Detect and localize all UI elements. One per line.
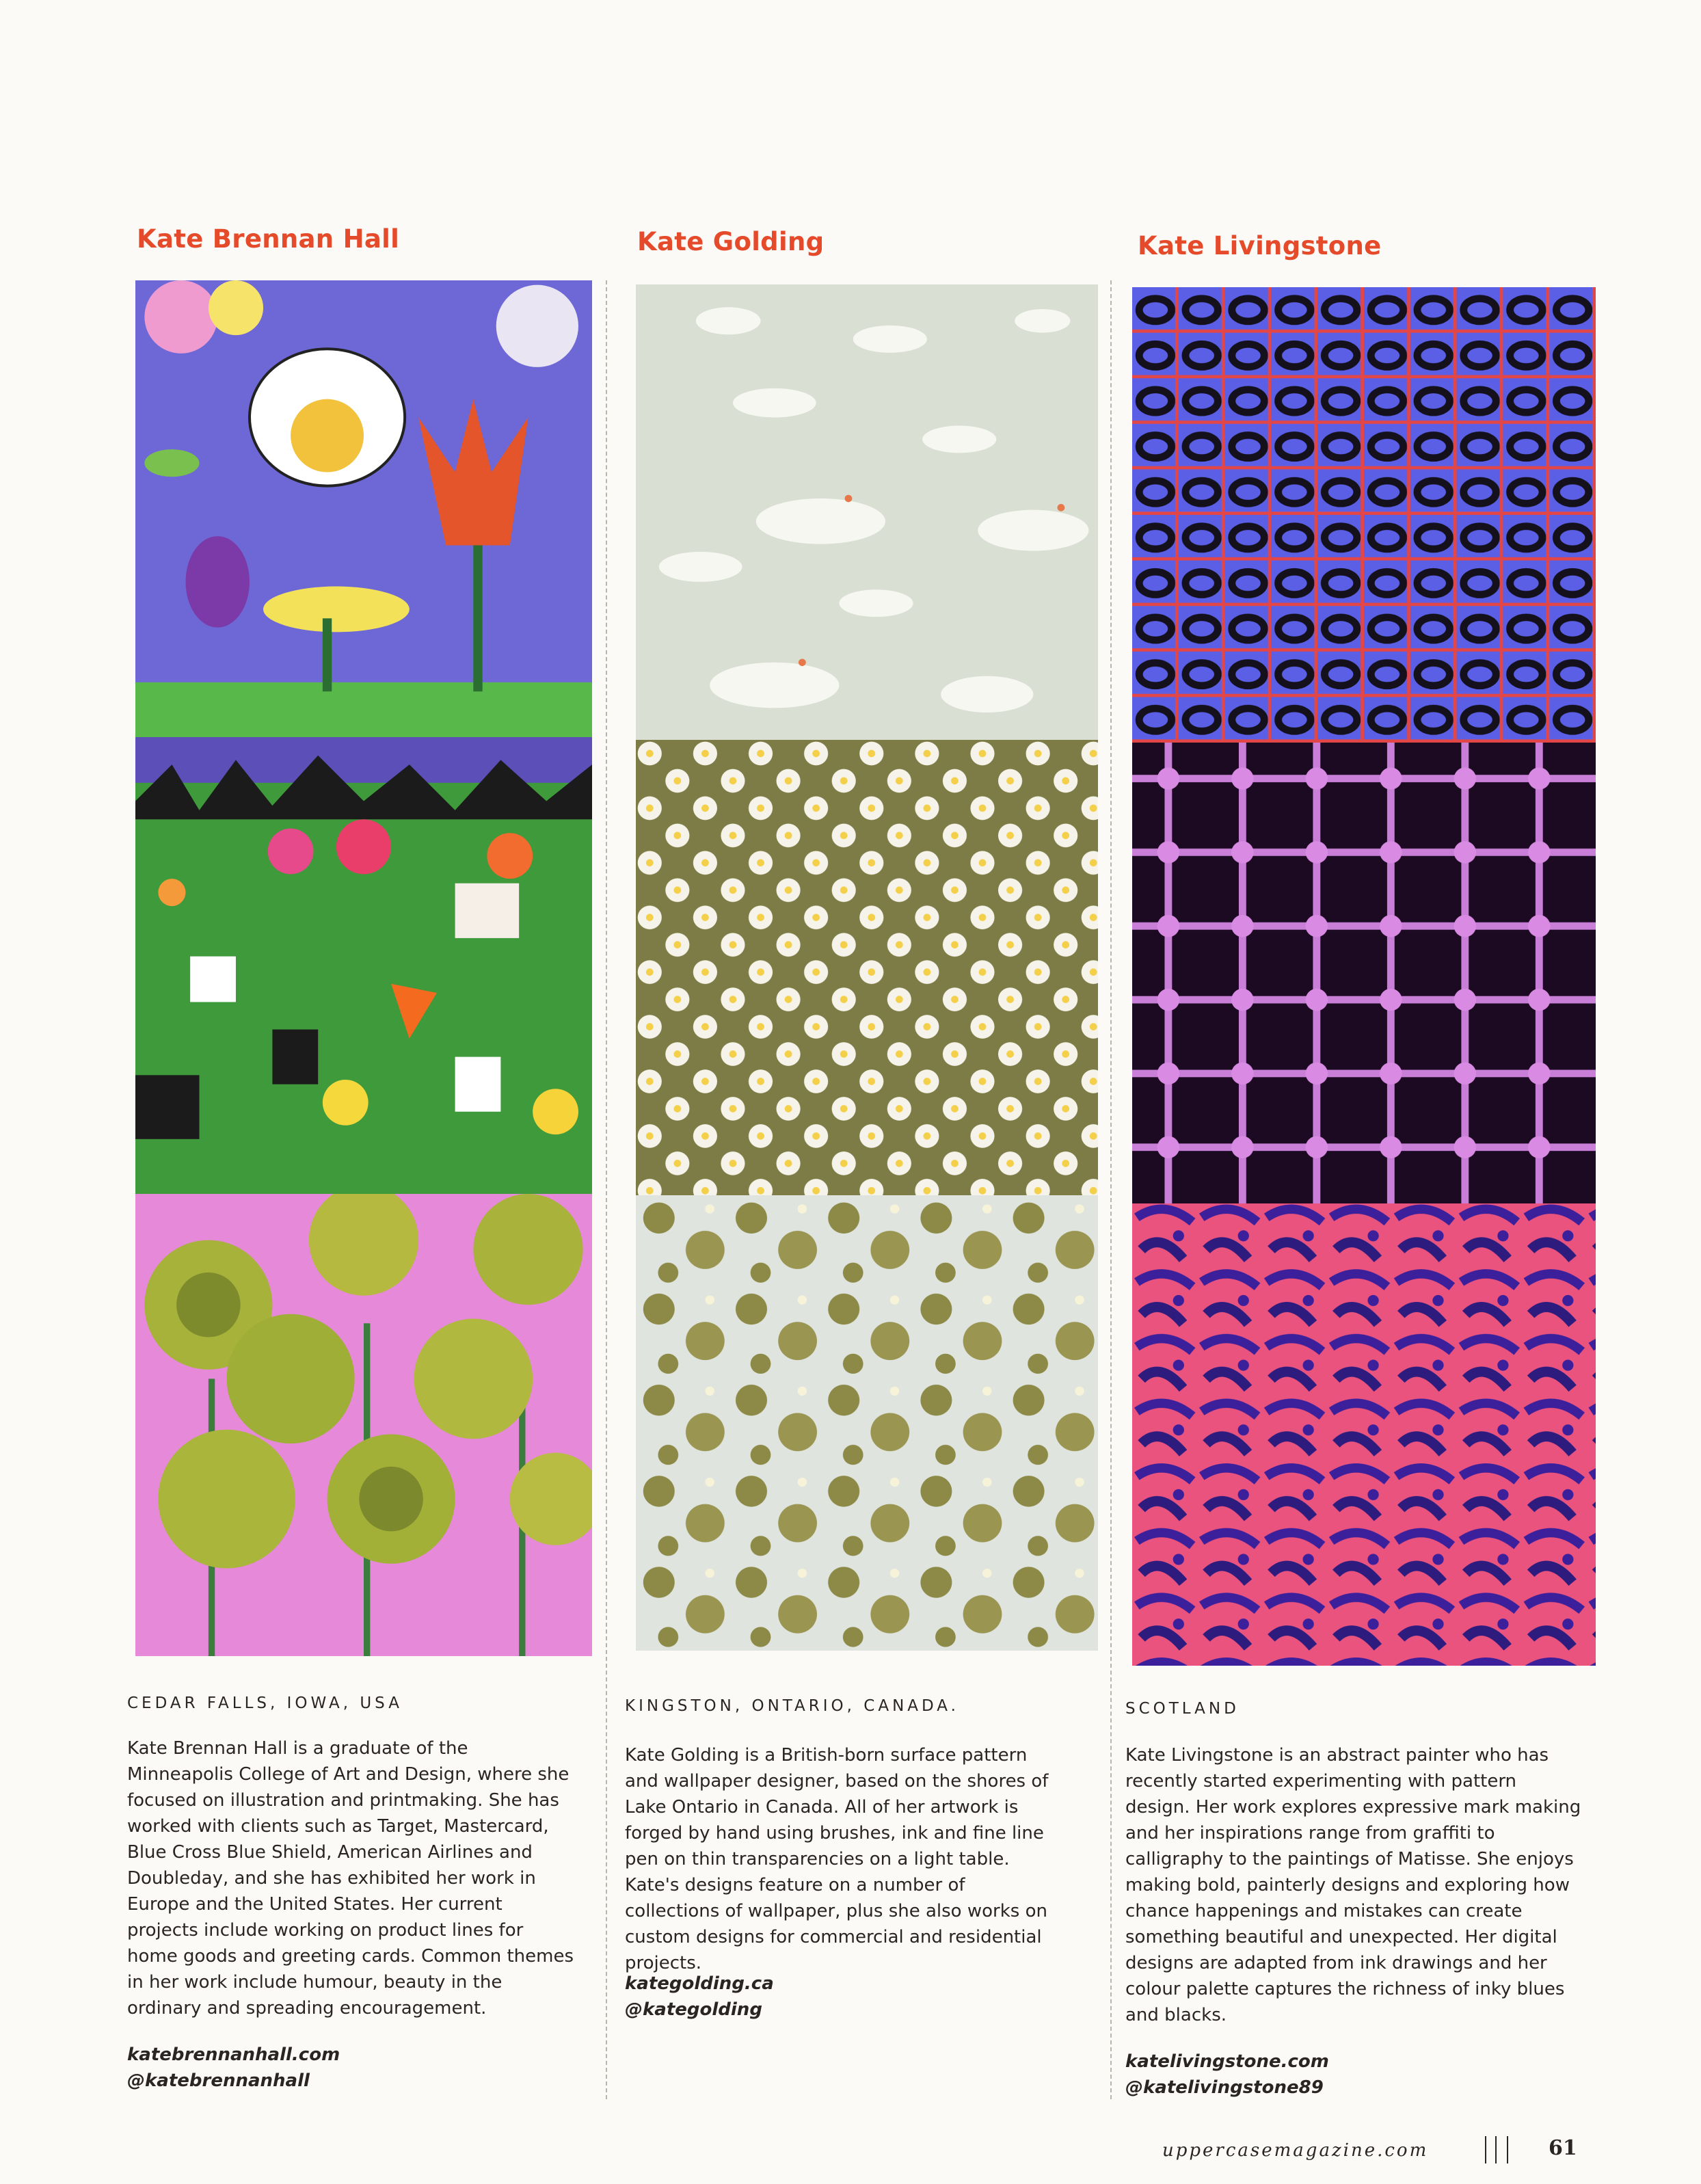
- page-number: 61: [1549, 2136, 1577, 2160]
- swan-pattern-image: [636, 284, 1098, 740]
- artist-location: CEDAR FALLS, IOWA, USA: [127, 1694, 403, 1712]
- artist-website-link[interactable]: katebrennanhall.com: [127, 2045, 340, 2065]
- artist-location: KINGSTON, ONTARIO, CANADA.: [625, 1697, 959, 1715]
- artist-links: [1125, 2049, 1329, 2101]
- artist-bio: Kate Golding is a British-born surface pattern and wallpaper designer, based on the shores of Lake Ontario in Canada. All of her artwork is forged by hand using brushes, ink and fine line pen on thin transparencies on a light table. Kate's designs feature on a number of collections of wallpaper, plus she also works on custom designs for commercial and residential projects.: [625, 1745, 1049, 1973]
- artist-name: Kate Livingstone: [1138, 231, 1382, 261]
- footer-separator-bars: [1485, 2136, 1508, 2163]
- ink-grid-pattern-image: [1132, 743, 1596, 1203]
- artist-instagram-handle[interactable]: @katelivingstone89: [1125, 2077, 1324, 2098]
- artist-bio: Kate Livingstone is an abstract painter who has recently started experimenting with pattern design. Her work explores expressive mark making and her inspirations range from graffiti to calligraphy to the paintings of Matisse. She enjoys making bold, painterly designs and exploring how chance happenings and mistakes can create something beautiful and unexpected. Her digital designs are adapted from ink drawings and her colour palette captures the richness of inky blues and blacks.: [1125, 1745, 1581, 2025]
- artist-bio: Kate Brennan Hall is a graduate of the Minneapolis College of Art and Design, where she focused on illustration and printmaking. She has worked with clients such as Target, Mastercard, Blue Cross Blue Shield, American Airlines and Doubleday, and she has exhibited her work in Europe and the United States. Her current projects include working on product lines for home goods and greeting cards. Common themes in her work include humour, beauty in the ordinary and spreading encouragement.: [127, 1738, 574, 2019]
- artist-instagram-handle[interactable]: @katebrennanhall: [127, 2070, 310, 2091]
- artist-instagram-handle[interactable]: @kategolding: [625, 1999, 762, 2020]
- column-divider: [1110, 280, 1112, 2099]
- abstract-grid-pattern-image: [1132, 287, 1596, 743]
- column-divider: [606, 280, 607, 2099]
- artist-name: Kate Brennan Hall: [137, 224, 400, 254]
- artist-location: SCOTLAND: [1125, 1700, 1240, 1718]
- pink-brushstroke-pattern-image: [1132, 1203, 1596, 1666]
- magazine-website[interactable]: uppercasemagazine.com: [1162, 2140, 1429, 2161]
- folk-flower-pattern-image: [135, 737, 592, 1194]
- lily-pad-pattern-image: [636, 1195, 1098, 1651]
- artist-website-link[interactable]: kategolding.ca: [625, 1973, 774, 1994]
- allium-pattern-image: [135, 1194, 592, 1656]
- artist-links: [127, 2042, 340, 2094]
- artist-name: Kate Golding: [637, 227, 825, 256]
- artist-links: [625, 1971, 774, 2023]
- flower-painting-pattern-image: [135, 280, 592, 737]
- artist-website-link[interactable]: katelivingstone.com: [1125, 2051, 1329, 2072]
- daisy-pattern-image: [636, 740, 1098, 1195]
